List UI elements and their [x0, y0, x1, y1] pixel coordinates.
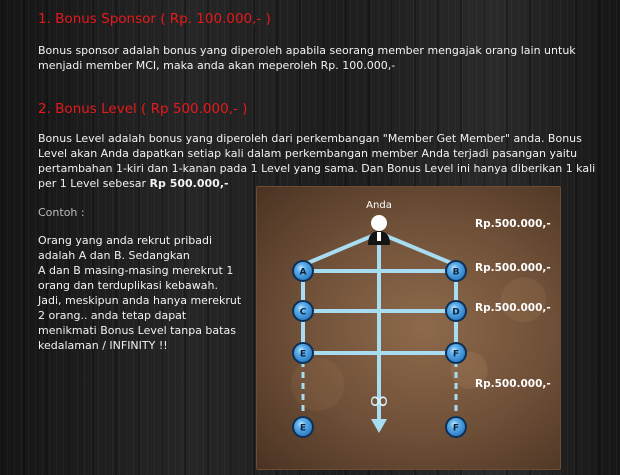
- example-text: Orang yang anda rekrut pribadi adalah A dan B. Sedangkan A dan B masing-masing merekrut 1 orang dan terduplikasi kebawah. Jadi, meskipun anda hanya merekrut 2 orang.. anda tetap dapat menikmati Bonus Level tanpa batas kedalaman / INFINITY !!: [38, 234, 242, 352]
- bonus-level-amount: Rp 500.000,-: [149, 177, 229, 190]
- node-f-label: F: [452, 423, 460, 434]
- node-c-label: C: [299, 307, 307, 318]
- center-arrow: [371, 419, 387, 433]
- connector-anda-a: [303, 233, 379, 265]
- bonus-level-text-main: Bonus Level adalah bonus yang diperoleh dari perkembangan "Member Get Member" anda. Bonus Level akan Anda dapatkan setiap kali dalam perkembangan member Anda terjadi pasangan yaitu pertambahan 1-kiri dan 1-kanan pada 1 Level yang sama. Dan Bonus Level ini hanya diberikan 1 kali per 1 Level sebesar: [38, 132, 596, 190]
- node-e-label: E: [299, 423, 307, 434]
- connector-anda-b: [379, 233, 456, 265]
- bonus-level-text: [38, 131, 600, 191]
- bonus-amount-level-4: Rp.500.000,-: [475, 378, 551, 390]
- node-b-label: B: [452, 267, 460, 278]
- bonus-level-diagram: [256, 186, 561, 470]
- person-head-icon: [371, 215, 387, 231]
- bonus-sponsor-text: Bonus sponsor adalah bonus yang diperoleh apabila seorang member mengajak orang lain untuk menjadi member MCI, maka anda akan meperoleh Rp. 100.000,-: [38, 44, 576, 72]
- anda-label: Anda: [366, 200, 392, 211]
- bonus-amount-level-1: Rp.500.000,-: [475, 218, 551, 230]
- node-d-label: D: [452, 307, 460, 318]
- bonus-amount-level-3: Rp.500.000,-: [475, 302, 551, 314]
- example-label: Contoh :: [38, 206, 85, 219]
- bonus-level-heading: 2. Bonus Level ( Rp 500.000,- ): [38, 101, 248, 117]
- node-e-label: E: [299, 349, 307, 360]
- binary-tree: [257, 187, 562, 471]
- person-shirt-icon: [377, 232, 381, 241]
- node-f-label: F: [452, 349, 460, 360]
- node-a-label: A: [299, 267, 307, 278]
- bonus-sponsor-heading: 1. Bonus Sponsor ( Rp. 100.000,- ): [38, 11, 271, 27]
- bonus-amount-level-2: Rp.500.000,-: [475, 262, 551, 274]
- infinity-icon: ∞: [368, 386, 390, 416]
